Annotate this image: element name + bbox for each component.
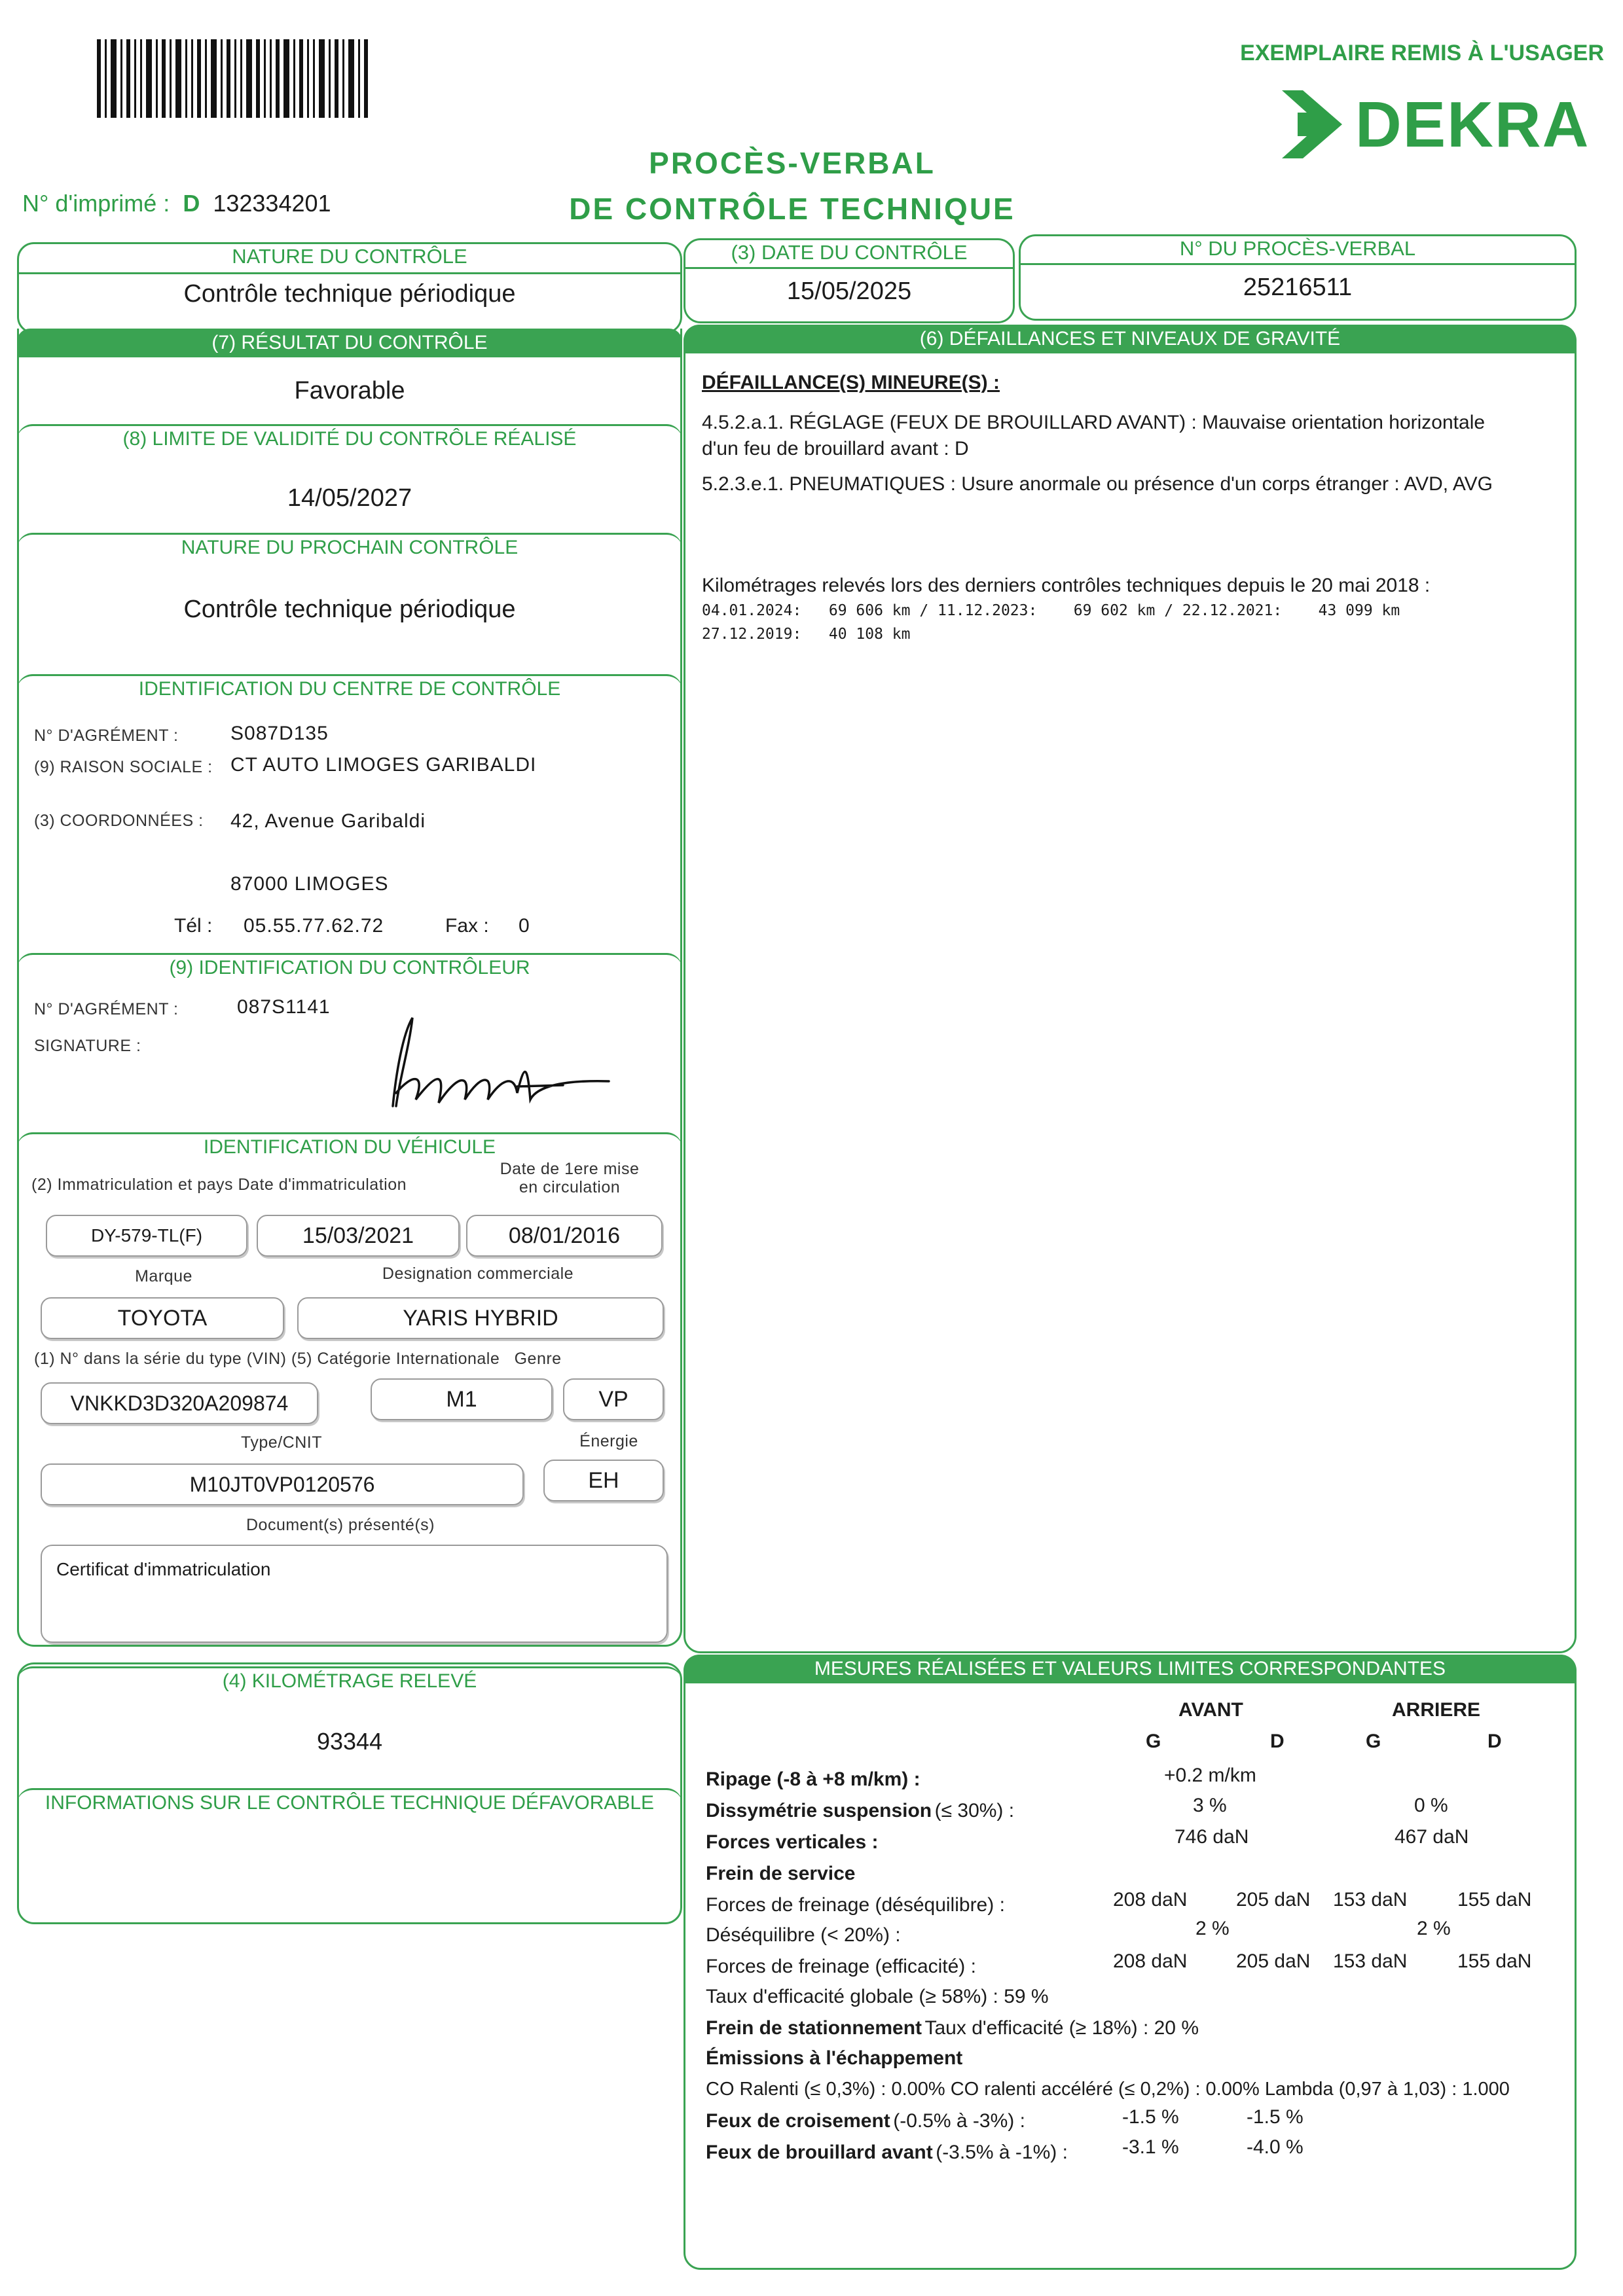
ripage-label: Ripage (-8 à +8 m/km) :: [706, 1768, 921, 1790]
defects-label: (6) DÉFAILLANCES ET NIVEAUX DE GRAVITÉ: [684, 325, 1577, 353]
ff2-avg: 208 daN: [1113, 1950, 1188, 1972]
centre-tel-label: Tél :: [174, 915, 213, 937]
dissy-avant: 3 %: [1193, 1795, 1227, 1816]
immat-date-field: 15/03/2021: [257, 1215, 460, 1257]
centre-coord-label: (3) COORDONNÉES :: [34, 812, 204, 830]
vin-label: (1) N° dans la série du type (VIN) (5) Catégorie Internationale Genre: [34, 1350, 562, 1368]
km-value: 93344: [316, 1728, 383, 1755]
date-value: 15/05/2025: [786, 278, 912, 305]
next-label: NATURE DU PROCHAIN CONTRÔLE: [17, 533, 682, 561]
date-label: (3) DATE DU CONTRÔLE: [684, 241, 1015, 269]
genre-field: VP: [563, 1378, 664, 1420]
emis-label: Émissions à l'échappement: [706, 2047, 963, 2069]
centre-tel-value: 05.55.77.62.72: [244, 915, 384, 937]
result-value: Favorable: [294, 377, 405, 404]
fc-g: -1.5 %: [1122, 2106, 1179, 2128]
fc-d: -1.5 %: [1247, 2106, 1304, 2128]
fv-arriere: 467 daN: [1395, 1826, 1469, 1848]
arriere-d-header: D: [1487, 1731, 1502, 1752]
centre-address1: 42, Avenue Garibaldi: [230, 810, 426, 832]
designation-label: Designation commerciale: [382, 1265, 574, 1283]
ff1-ard: 155 daN: [1457, 1889, 1532, 1910]
brand-name: DEKRA: [1355, 88, 1590, 160]
centre-fax-value: 0: [519, 915, 530, 937]
document-title-line1: PROCÈS-VERBAL: [649, 146, 936, 180]
ff2-arg: 153 daN: [1333, 1950, 1408, 1972]
copy-label: EXEMPLAIRE REMIS À L'USAGER: [1240, 41, 1604, 65]
document-title-line2: DE CONTRÔLE TECHNIQUE: [569, 192, 1015, 226]
centre-fax-label: Fax :: [445, 915, 489, 937]
controleur-label: (9) IDENTIFICATION DU CONTRÔLEUR: [17, 953, 682, 981]
plate-field: DY-579-TL(F): [46, 1215, 247, 1257]
controleur-agrement-label: N° D'AGRÉMENT :: [34, 1000, 179, 1018]
centre-raison-value: CT AUTO LIMOGES GARIBALDI: [230, 754, 537, 776]
defects-heading: DÉFAILLANCE(S) MINEURE(S) :: [702, 372, 1000, 393]
arriere-header: ARRIERE: [1392, 1699, 1481, 1721]
arriere-g-header: G: [1366, 1731, 1381, 1752]
avant-header: AVANT: [1178, 1699, 1243, 1721]
dissy-arriere: 0 %: [1414, 1795, 1448, 1816]
defect-item-2: 5.2.3.e.1. PNEUMATIQUES : Usure anormale ou présence d'un corps étranger : AVD, AVG: [702, 473, 1493, 495]
nature-value: Contrôle technique périodique: [183, 280, 516, 308]
ff2-ard: 155 daN: [1457, 1950, 1532, 1972]
centre-agrement-label: N° D'AGRÉMENT :: [34, 726, 179, 745]
ff1-label: Forces de freinage (déséquilibre) :: [706, 1894, 1005, 1916]
vehicle-immat-label: (2) Immatriculation et pays Date d'immatriculation: [31, 1175, 407, 1194]
deseq-label: Déséquilibre (< 20%) :: [706, 1924, 901, 1946]
dissy-row-label: Dissymétrie suspension (≤ 30%) :: [706, 1800, 1015, 1821]
centre-raison-label: (9) RAISON SOCIALE :: [34, 758, 213, 776]
km-history-line2: 27.12.2019: 40 108 km: [702, 626, 911, 643]
controller-signature: [367, 1008, 642, 1119]
type-field: M10JT0VP0120576: [41, 1463, 524, 1505]
km-history-title: Kilométrages relevés lors des derniers contrôles techniques depuis le 20 mai 2018 :: [702, 575, 1431, 596]
controleur-agrement-value: 087S1141: [237, 996, 331, 1018]
taux-line: Taux d'efficacité globale (≥ 58%) : 59 %: [706, 1986, 1049, 2007]
barcode: [97, 39, 431, 118]
marque-field: TOYOTA: [41, 1297, 284, 1339]
marque-label: Marque: [135, 1267, 192, 1285]
vin-field: VNKKD3D320A209874: [41, 1382, 318, 1424]
fv-label: Forces verticales :: [706, 1831, 879, 1853]
result-label: (7) RÉSULTAT DU CONTRÔLE: [17, 329, 682, 357]
km-label: (4) KILOMÉTRAGE RELEVÉ: [17, 1666, 682, 1695]
first-circ-label-2: en circulation: [519, 1178, 621, 1196]
pv-label: N° DU PROCÈS-VERBAL: [1019, 237, 1577, 265]
ff1-arg: 153 daN: [1333, 1889, 1408, 1910]
signature-label: SIGNATURE :: [34, 1037, 141, 1055]
docs-label: Document(s) présenté(s): [246, 1516, 435, 1534]
pv-value: 25216511: [1243, 274, 1353, 301]
next-value: Contrôle technique périodique: [183, 596, 516, 623]
fs-label: Frein de service: [706, 1863, 856, 1884]
ff2-label: Forces de freinage (efficacité) :: [706, 1956, 976, 1977]
energie-field: EH: [543, 1460, 664, 1501]
ff2-avd: 205 daN: [1236, 1950, 1311, 1972]
deseq-avant: 2 %: [1195, 1918, 1230, 1939]
ff1-avd: 205 daN: [1236, 1889, 1311, 1910]
avant-d-header: D: [1270, 1731, 1285, 1752]
fb-row-label: Feux de brouillard avant (-3.5% à -1%) :: [706, 2142, 1068, 2163]
validity-value: 14/05/2027: [287, 484, 412, 512]
imprime-number: N° d'imprimé : D 132334201: [22, 190, 331, 217]
nature-label: NATURE DU CONTRÔLE: [17, 245, 682, 274]
dekra-logo: [1277, 85, 1590, 164]
defects-panel: [684, 325, 1577, 1653]
unfav-label: INFORMATIONS SUR LE CONTRÔLE TECHNIQUE DÉFAVORABLE: [17, 1788, 682, 1816]
fb-g: -3.1 %: [1122, 2136, 1179, 2158]
fb-d: -4.0 %: [1247, 2136, 1304, 2158]
ripage-value: +0.2 m/km: [1164, 1765, 1256, 1786]
dekra-arrow-icon: [1277, 85, 1349, 164]
fst-line: Frein de stationnement Taux d'efficacité (≥ 18%) : 20 %: [706, 2017, 1199, 2039]
first-circ-label-1: Date de 1ere mise: [500, 1160, 640, 1178]
energie-label: Énergie: [579, 1432, 638, 1450]
defect-item-1: 4.5.2.a.1. RÉGLAGE (FEUX DE BROUILLARD AVANT) : Mauvaise orientation horizontale d'un feu de brouillard avant : D: [702, 412, 1486, 459]
avant-g-header: G: [1146, 1731, 1161, 1752]
fc-row-label: Feux de croisement (-0.5% à -3%) :: [706, 2110, 1025, 2132]
fv-avant: 746 daN: [1175, 1826, 1249, 1848]
docs-box: [41, 1545, 668, 1643]
measures-label: MESURES RÉALISÉES ET VALEURS LIMITES CORRESPONDANTES: [684, 1655, 1577, 1683]
km-history-line1: 04.01.2024: 69 606 km / 11.12.2023: 69 602 km / 22.12.2021: 43 099 km: [702, 602, 1400, 619]
centre-label: IDENTIFICATION DU CENTRE DE CONTRÔLE: [17, 674, 682, 702]
vehicle-label: IDENTIFICATION DU VÉHICULE: [17, 1132, 682, 1160]
designation-field: YARIS HYBRID: [297, 1297, 664, 1339]
docs-value: Certificat d'immatriculation: [56, 1559, 271, 1579]
ff1-avg: 208 daN: [1113, 1889, 1188, 1910]
deseq-arriere: 2 %: [1417, 1918, 1451, 1939]
category-field: M1: [371, 1378, 553, 1420]
type-label: Type/CNIT: [241, 1433, 322, 1452]
centre-address2: 87000 LIMOGES: [230, 873, 389, 895]
first-circ-field: 08/01/2016: [466, 1215, 663, 1257]
validity-label: (8) LIMITE DE VALIDITÉ DU CONTRÔLE RÉALISÉ: [17, 424, 682, 452]
centre-agrement-value: S087D135: [230, 723, 329, 744]
co-line: CO Ralenti (≤ 0,3%) : 0.00% CO ralenti accéléré (≤ 0,2%) : 0.00% Lambda (0,97 à 1,03) : 1.000: [706, 2079, 1510, 2100]
